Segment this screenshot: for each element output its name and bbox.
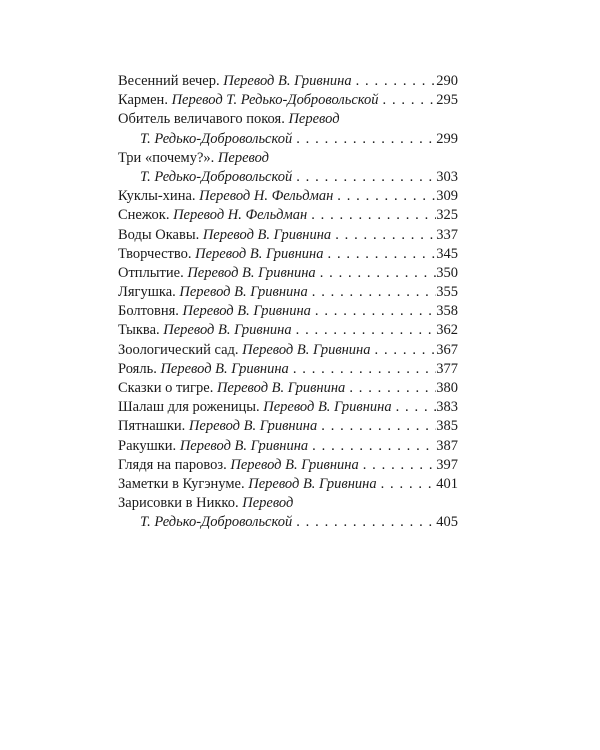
entry-translator: Перевод В. Гривнина [182,303,311,320]
entry-title: Обитель величавого покоя. [118,111,285,128]
dot-leader [345,379,436,398]
entry-title: Сказки о тигре. [118,380,214,396]
dot-leader [307,206,436,225]
entry-translator: Перевод В. Гривнина [248,475,377,492]
toc-entry [118,206,458,225]
entry-page-number: 387 [436,437,458,454]
toc-entry [118,245,458,264]
entry-page-number: 325 [436,207,458,224]
entry-translator: Перевод Т. Редько-Добровольской [171,92,379,109]
toc-entry [118,417,458,436]
entry-translator: Перевод [242,495,294,512]
dot-leader [292,168,436,187]
entry-title: Глядя на паровоз. [118,456,227,473]
toc-line [118,417,458,436]
dot-leader [371,341,436,360]
entry-page-number: 303 [436,168,458,185]
dot-leader [359,456,436,475]
dot-leader [292,513,436,532]
entry-title: Снежок. [118,207,170,224]
toc-line [118,110,458,129]
dot-leader [331,226,436,245]
entry-title: Шалаш для роженицы. [118,399,260,416]
entry-title: Воды Окавы. [118,226,200,243]
toc-line [118,149,458,168]
entry-translator: Перевод В. Гривнина [230,456,359,473]
entry-page-number: 405 [436,514,458,531]
dot-leader [308,437,436,456]
entry-title: Куклы-хина. [118,188,196,205]
entry-title: Пятнашки. [118,418,186,435]
entry-translator: Т. Редько-Добровольской [140,168,293,185]
toc-entry [118,283,458,302]
toc-entry [118,456,458,475]
entry-page-number: 397 [436,456,458,473]
entry-page-number: 358 [436,303,458,320]
dot-leader [324,245,437,264]
toc-entry [118,437,458,456]
toc-line [118,398,458,417]
dot-leader [392,398,436,417]
dot-leader [311,302,436,321]
toc-entry [118,341,458,360]
entry-translator: Перевод В. Гривнина [179,437,309,454]
entry-title: Зарисовки в Никко. [118,495,239,512]
entry-translator: Перевод В. Гривнина [242,341,371,358]
dot-leader [333,187,436,206]
entry-page-number: 383 [436,399,458,416]
dot-leader [308,283,436,302]
entry-title: Лягушка. [118,284,176,301]
toc-entry [118,226,458,245]
entry-translator: Перевод В. Гривнина [263,399,392,416]
dot-leader [352,72,436,91]
entry-title: Весенний вечер. [118,73,220,89]
entry-page-number: 345 [436,245,458,262]
toc-entry [118,475,458,494]
toc-line-continuation [118,168,458,187]
entry-translator: Перевод В. Гривнина [163,322,292,339]
toc-line [118,360,458,379]
entry-page-number: 367 [436,341,458,358]
toc-entry [118,321,458,340]
entry-translator: Перевод В. Гривнина [195,245,324,262]
toc-entry [118,494,458,532]
toc-line [118,264,458,283]
toc-entry [118,149,458,187]
toc-entry [118,91,458,110]
toc-entry [118,302,458,321]
dot-leader [292,321,436,340]
toc-line [118,494,458,513]
entry-translator: Перевод В. Гривнина [187,264,316,281]
toc-entry [118,110,458,148]
entry-translator: Перевод В. Гривнина [188,418,318,435]
entry-title: Кармен. [118,92,168,109]
entry-translator: Перевод В. Гривнина [160,360,289,377]
entry-title: Тыква. [118,322,160,339]
entry-title: Болтовня. [118,303,179,320]
entry-title: Рояль. [118,360,157,377]
dot-leader [292,130,436,149]
entry-translator: Т. Редько-Добровольской [140,130,293,147]
toc-line [118,283,458,302]
toc-entry [118,72,458,91]
entry-title: Заметки в Кугэнуме. [118,475,245,492]
entry-title: Отплытие. [118,264,184,281]
entry-page-number: 362 [436,322,458,339]
entry-translator: Перевод В. Гривнина [202,226,332,243]
dot-leader [317,417,436,436]
entry-page-number: 350 [436,264,458,281]
entry-page-number: 290 [436,73,458,89]
entry-translator: Перевод В. Гривнина [216,380,346,396]
entry-translator: Т. Редько-Добровольской [140,514,293,531]
dot-leader [379,91,436,110]
toc-line [118,302,458,321]
toc-line-continuation [118,513,458,532]
entry-translator: Перевод [217,149,270,166]
entry-page-number: 385 [436,418,458,435]
entry-translator: Перевод Н. Фельдман [199,188,334,205]
dot-leader [289,360,436,379]
toc-line [118,456,458,475]
toc-line [118,379,458,398]
entry-translator: Перевод В. Гривнина [223,73,352,89]
toc-entry [118,379,458,398]
toc-line [118,226,458,245]
toc-entry [118,187,458,206]
toc-entry [118,264,458,283]
table-of-contents [118,72,458,533]
entry-page-number: 309 [436,188,458,205]
toc-line [118,187,458,206]
toc-line [118,341,458,360]
entry-page-number: 377 [436,360,458,377]
entry-translator: Перевод Н. Фельдман [173,207,308,224]
entry-page-number: 295 [436,92,458,109]
entry-page-number: 401 [436,475,458,492]
entry-translator: Перевод В. Гривнина [179,284,308,301]
entry-page-number: 355 [436,284,458,301]
toc-line [118,475,458,494]
entry-translator: Перевод [288,111,340,128]
toc-line [118,72,458,91]
toc-line [118,206,458,225]
entry-page-number: 299 [436,130,458,147]
dot-leader [377,475,436,494]
toc-entry [118,398,458,417]
entry-title: Зоологический сад. [118,341,239,358]
entry-title: Три «почему?». [118,149,215,166]
entry-page-number: 380 [436,380,458,396]
toc-line [118,245,458,264]
toc-line [118,437,458,456]
toc-line-continuation [118,130,458,149]
entry-title: Ракушки. [118,437,177,454]
toc-line [118,91,458,110]
entry-page-number: 337 [436,226,458,243]
toc-line [118,321,458,340]
entry-title: Творчество. [118,245,192,262]
dot-leader [316,264,436,283]
toc-entry [118,360,458,379]
